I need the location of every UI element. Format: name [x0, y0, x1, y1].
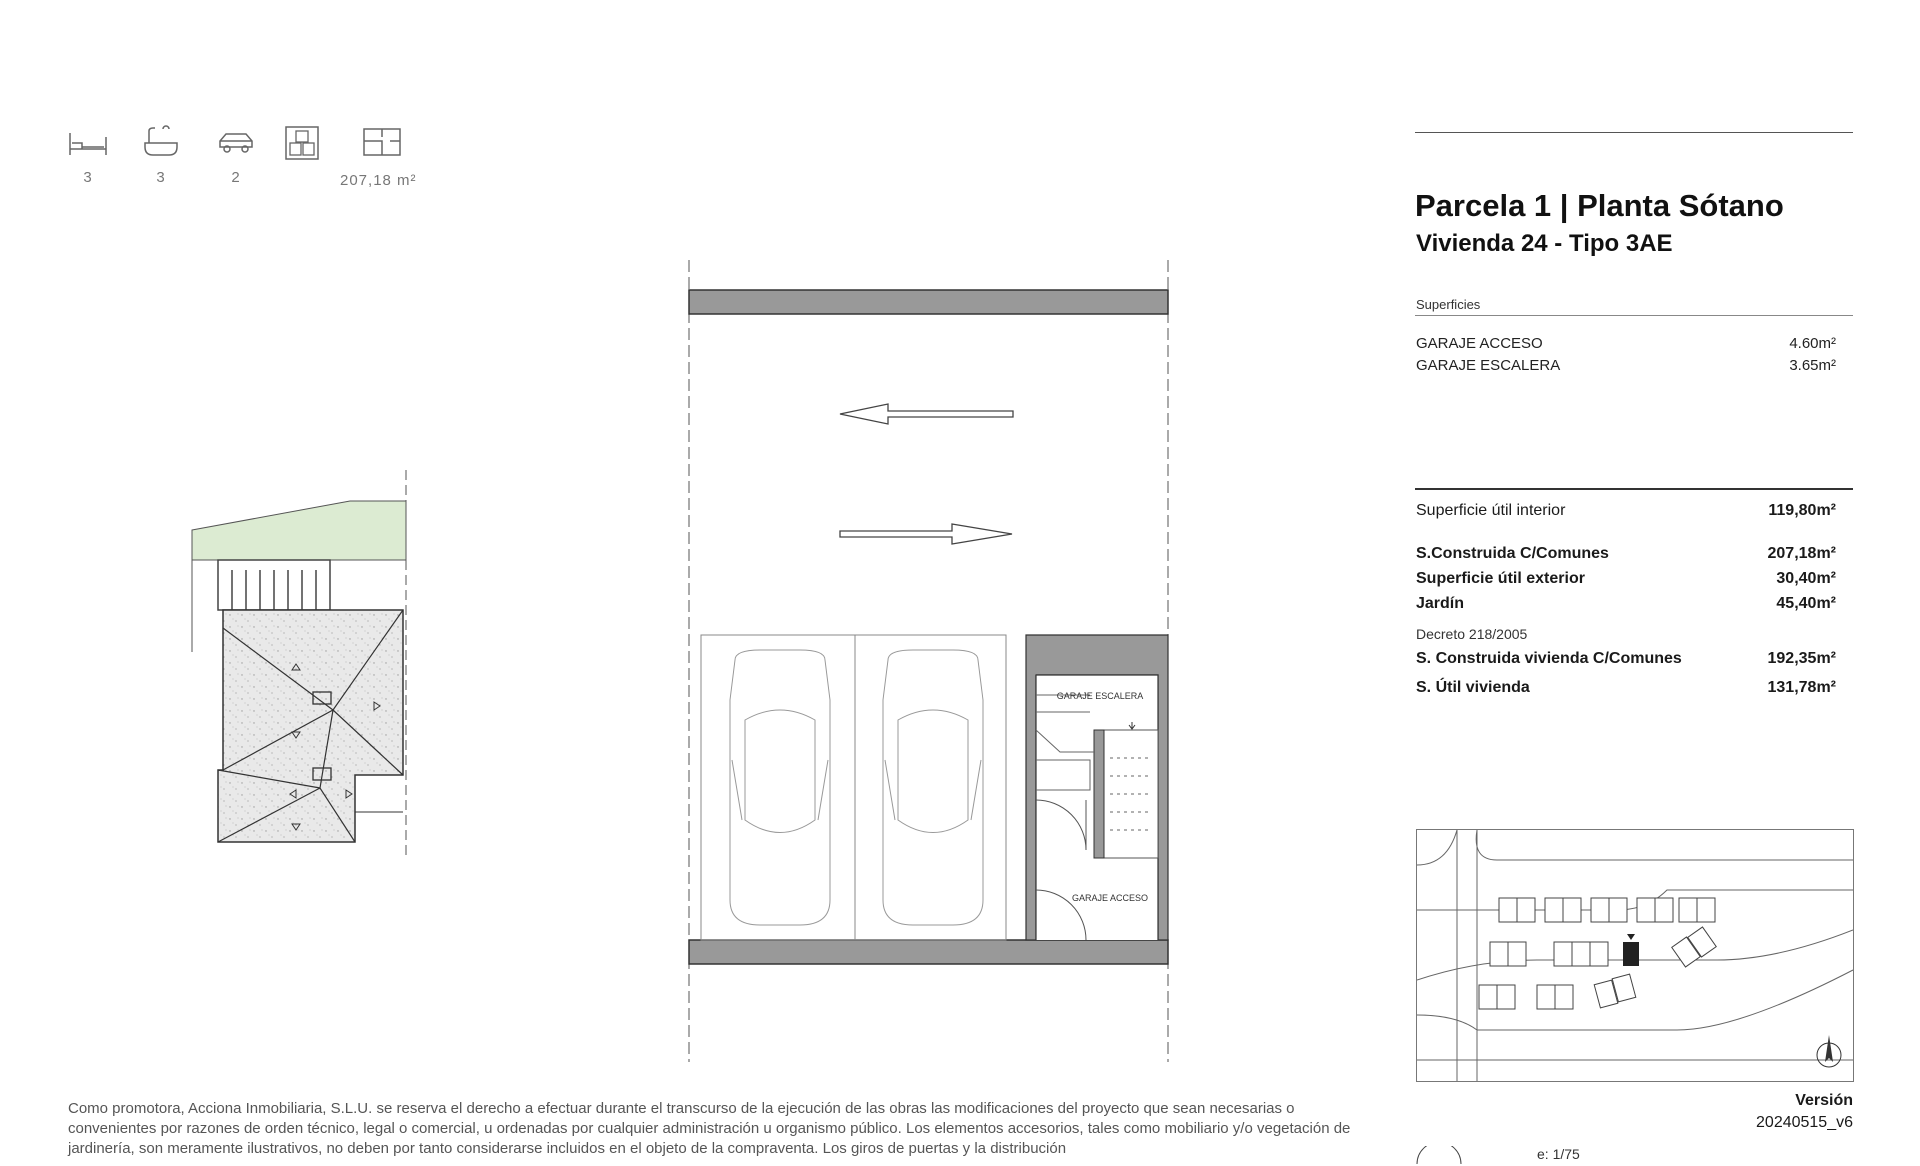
interior-surface-row [1416, 502, 1836, 520]
room-name: GARAJE ACCESO [1416, 335, 1543, 352]
summary-row [1416, 545, 1836, 563]
version-label: Versión [1795, 1092, 1853, 1109]
summary-label: S. Construida vivienda C/Comunes [1416, 650, 1682, 667]
unit-highlight [1623, 942, 1639, 966]
summary-label: S. Útil vivienda [1416, 679, 1530, 696]
surfaces-heading: Superficies [1416, 297, 1481, 312]
summary-row [1416, 679, 1836, 697]
summary-value: 45,40m² [1776, 595, 1836, 612]
site-key-map [1416, 829, 1854, 1082]
access-label: GARAJE ACCESO [1071, 893, 1149, 903]
top-rule [1415, 132, 1853, 133]
summary-value: 192,35m² [1767, 650, 1836, 667]
version-value: 20240515_v6 [1756, 1114, 1853, 1131]
plan-subtitle: Vivienda 24 - Tipo 3AE [1416, 230, 1673, 257]
plan-title: Parcela 1 | Planta Sótano [1415, 188, 1784, 223]
interior-surface-label: Superficie útil interior [1416, 502, 1566, 519]
summary-row [1416, 570, 1836, 588]
interior-surface-value: 119,80m² [1768, 502, 1836, 519]
decree-note: Decreto 218/2005 [1416, 626, 1528, 642]
room-name: GARAJE ESCALERA [1416, 357, 1561, 374]
total-area: 207,18 m² [340, 172, 417, 189]
summary-value: 30,40m² [1776, 570, 1836, 587]
room-row [1416, 357, 1836, 374]
stair-label: GARAJE ESCALERA [1056, 691, 1144, 701]
bedrooms-count: 3 [83, 169, 93, 186]
summary-rule [1415, 488, 1853, 490]
surfaces-rule [1415, 315, 1853, 316]
summary-label: S.Construida C/Comunes [1416, 545, 1609, 562]
room-area: 4.60m² [1789, 335, 1836, 352]
bathrooms-count: 3 [156, 169, 166, 186]
summary-label: Jardín [1416, 595, 1465, 612]
parking-count: 2 [231, 169, 241, 186]
direction-arrow-right [840, 524, 1012, 544]
summary-row [1416, 595, 1836, 613]
direction-arrow-left [840, 404, 1013, 424]
summary-row [1416, 650, 1836, 668]
room-area: 3.65m² [1789, 357, 1836, 374]
car-silhouette [883, 650, 983, 925]
legal-disclaimer: Como promotora, Acciona Inmobiliaria, S.L.U. se reserva el derecho a efectuar durante el transcurso de la ejecución de las obras las modificaciones del proyecto que sean necesarias o convenientes por razones de orden técnico, legal o comercial, u ordenadas por cualquier administración u organismo público. Los elementos accesorios, tales como mobiliario y/o vegetación de jardinería, son meramente ilustrativos, no deben por tanto considerarse incluidos en el objeto de la compraventa. Los giros de puertas y la distribución [68, 1100, 1351, 1157]
north-arrow-icon [1817, 1035, 1841, 1067]
scale-graphic-icon [1415, 1146, 1465, 1166]
summary-value: 207,18m² [1767, 545, 1836, 562]
roof-plan-inset [192, 470, 406, 860]
garage-plan [689, 260, 1168, 1062]
car-silhouette [730, 650, 830, 925]
drawing-scale: e: 1/75 [1537, 1146, 1580, 1162]
summary-value: 131,78m² [1767, 679, 1836, 696]
room-row [1416, 335, 1836, 352]
summary-label: Superficie útil exterior [1416, 570, 1585, 587]
